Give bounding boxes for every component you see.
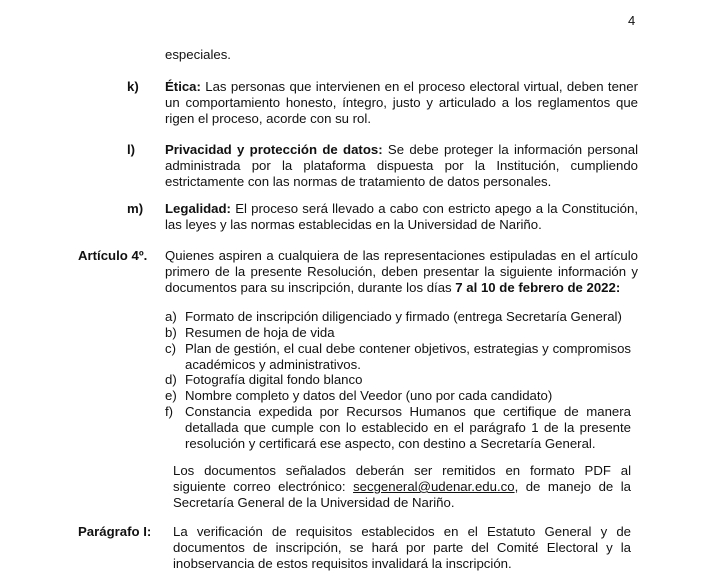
documents-note: [173, 463, 631, 511]
item-k-paragraph: [165, 79, 638, 127]
requirement-marker: c): [165, 341, 176, 356]
requirement-marker: a): [165, 309, 177, 324]
articulo4-text: Quienes aspiren a cualquiera de las representaciones estipuladas en el artículo primero de la presente Resolución, deben presentar la siguiente información y documentos para su inscripción, durante los días: [165, 248, 638, 295]
item-m-paragraph: [165, 201, 638, 233]
item-k-text: Las personas que intervienen en el proceso electoral virtual, deben tener un comportamiento honesto, íntegro, justo y articulado a los reglamentos que rigen el proceso, acorde con su rol.: [165, 79, 638, 126]
requirement-a: [165, 309, 631, 325]
requirement-text: Plan de gestión, el cual debe contener objetivos, estrategias y compromisos académicos y administrativos.: [185, 341, 631, 372]
item-l-text: Se debe proteger la información personal administrada por la plataforma dispuesta por la Institución, cumpliendo estrictamente con las normas de tratamiento de datos personales.: [165, 142, 639, 189]
requirement-b: [165, 325, 631, 341]
requirement-marker: d): [165, 372, 177, 387]
requirement-text: Resumen de hoja de vida: [185, 325, 335, 340]
item-l-term: Privacidad y protección de datos:: [165, 142, 383, 157]
requirement-text: Constancia expedida por Recursos Humanos que certifique de manera detallada que cumple con lo establecido en el parágrafo 1 de la presente resolución y certificará ese aspecto, con destino a Secretaría General.: [185, 404, 631, 451]
paragrafo1-label: Parágrafo I:: [78, 524, 152, 539]
page-number: 4: [628, 13, 636, 28]
articulo4-paragraph: [165, 248, 638, 296]
item-m-term: Legalidad:: [165, 201, 231, 216]
requirement-text: Fotografía digital fondo blanco: [185, 372, 363, 387]
item-m-text: El proceso será llevado a cabo con estricto apego a la Constitución, las leyes y las normas establecidas en la Universidad de Nariño.: [165, 201, 638, 232]
requirement-c: [165, 341, 631, 373]
item-m-label: m): [127, 201, 144, 216]
requirement-marker: b): [165, 325, 177, 340]
articulo4-dates: 7 al 10 de febrero de 2022:: [455, 280, 621, 295]
articulo4-label: Artículo 4º.: [78, 248, 148, 263]
requirement-text: Nombre completo y datos del Veedor (uno por cada candidato): [185, 388, 553, 403]
requirement-marker: e): [165, 388, 177, 403]
item-k-label: k): [127, 79, 139, 94]
documents-note-after: , de manejo de la Secretaría General de la Universidad de Nariño.: [173, 479, 631, 510]
item-k-term: Ética:: [165, 79, 201, 94]
item-l-label: l): [127, 142, 136, 157]
item-l-paragraph: [165, 142, 638, 190]
requirement-d: [165, 372, 631, 388]
requirement-e: [165, 388, 631, 404]
requirement-text: Formato de inscripción diligenciado y firmado (entrega Secretaría General): [185, 309, 622, 324]
requirement-f: [165, 404, 631, 452]
email-link[interactable]: secgeneral@udenar.edu.co: [353, 479, 515, 494]
continuation-text: especiales.: [165, 47, 231, 62]
paragrafo1-text: La verificación de requisitos establecidos en el Estatuto General y de documentos de inscripción, se hará por parte del Comité Electoral y la inobservancia de estos requisitos invalidará la inscripción.: [173, 524, 631, 571]
documents-note-before: Los documentos señalados deberán ser remitidos en formato PDF al siguiente correo electrónico:: [173, 463, 631, 494]
requirement-marker: f): [165, 404, 174, 419]
